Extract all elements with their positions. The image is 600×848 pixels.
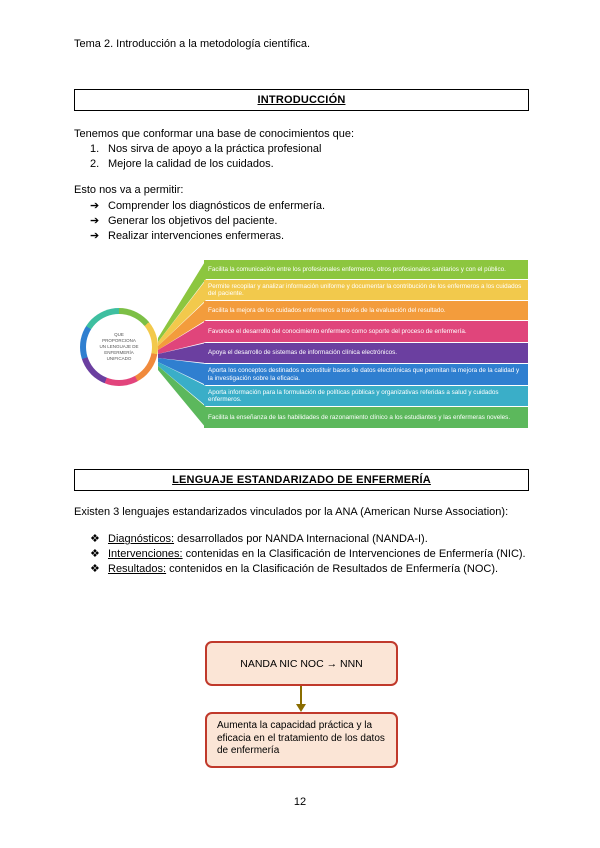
circle-label: QUE PROPORCIONA UN LENGUAJE DE ENFERMERÍA UNIFICADO (99, 332, 139, 361)
page-header: Tema 2. Introducción a la metodología científica. (74, 38, 311, 50)
list-item: 1. Nos sirva de apoyo a la práctica profesional (90, 143, 322, 155)
section-heading-text: INTRODUCCIÓN (257, 94, 346, 106)
list-item: ➔ Comprender los diagnósticos de enfermería. (90, 200, 326, 212)
language-list (90, 532, 530, 577)
section-heading-text: LENGUAJE ESTANDARIZADO DE ENFERMERÍA (172, 474, 431, 486)
section-heading-lenguaje (74, 469, 529, 491)
arrow-icon: ➔ (90, 230, 100, 242)
infographic-circle (80, 308, 158, 386)
diamond-bullet-icon: ❖ (90, 533, 100, 545)
flow-connector (300, 686, 302, 706)
list-item: ❖ Diagnósticos: desarrollados por NANDA Internacional (NANDA-I). (90, 533, 428, 545)
infographic-bars (204, 260, 528, 429)
infographic-bar: Permite recopilar y analizar información uniforme y documentar la contribución de los enfermeros a los cuidados del paciente. (204, 280, 528, 300)
flow-box-nnn (205, 641, 398, 686)
ana-paragraph: Existen 3 lenguajes estandarizados vinculados por la ANA (American Nurse Association): (74, 506, 509, 518)
list-item: ➔ Generar los objetivos del paciente. (90, 215, 278, 227)
diamond-bullet-icon: ❖ (90, 548, 100, 560)
infographic-bar: Facilita la enseñanza de las habilidades de razonamiento clínico a los estudiantes y las enfermeras noveles. (204, 407, 528, 428)
nursing-language-infographic (78, 260, 528, 428)
section-heading-introduccion (74, 89, 529, 111)
list-item: ❖ Resultados: contenidos en la Clasificación de Resultados de Enfermería (NOC). (90, 563, 499, 575)
infographic-bar: Aporta información para la formulación de políticas públicas y organizativas referidas a salud y cuidados enfermeros. (204, 386, 528, 406)
list-item: 2. Mejore la calidad de los cuidados. (90, 158, 274, 170)
flow-box-text: NANDA NIC NOC → NNN (240, 657, 363, 670)
intro-paragraph: Tenemos que conformar una base de conocimientos que: (74, 128, 355, 140)
flow-box-text: Aumenta la capacidad práctica y la eficacia en el tratamiento de los datos de enfermería (217, 720, 385, 756)
arrow-down-icon (296, 704, 306, 712)
infographic-bar: Facilita la comunicación entre los profesionales enfermeros, otros profesionales sanitarios y con el público. (204, 260, 528, 279)
arrow-icon: ➔ (90, 200, 100, 212)
flow-box-result (205, 712, 398, 768)
list-item: ❖ Intervenciones: contenidas en la Clasificación de Intervenciones de Enfermería (NIC). (90, 548, 526, 560)
infographic-funnel (158, 260, 206, 428)
numbered-list (90, 142, 321, 172)
infographic-bar: Aporta los conceptos destinados a constituir bases de datos electrónicas que permitan la mejora de la calidad y la investigación sobre la eficacia. (204, 364, 528, 385)
diamond-bullet-icon: ❖ (90, 563, 100, 575)
permit-paragraph: Esto nos va a permitir: (74, 184, 184, 196)
arrow-list (90, 199, 325, 244)
infographic-bar: Apoya el desarrollo de sistemas de información clínica electrónicos. (204, 343, 528, 363)
page-number: 12 (293, 796, 307, 808)
list-item: ➔ Realizar intervenciones enfermeras. (90, 230, 285, 242)
arrow-icon: ➔ (90, 215, 100, 227)
infographic-bar: Facilita la mejora de los cuidados enfermeros a través de la evaluación del resultado. (204, 301, 528, 320)
infographic-bar: Favorece el desarrollo del conocimiento enfermero como soporte del proceso de enfermería. (204, 321, 528, 342)
